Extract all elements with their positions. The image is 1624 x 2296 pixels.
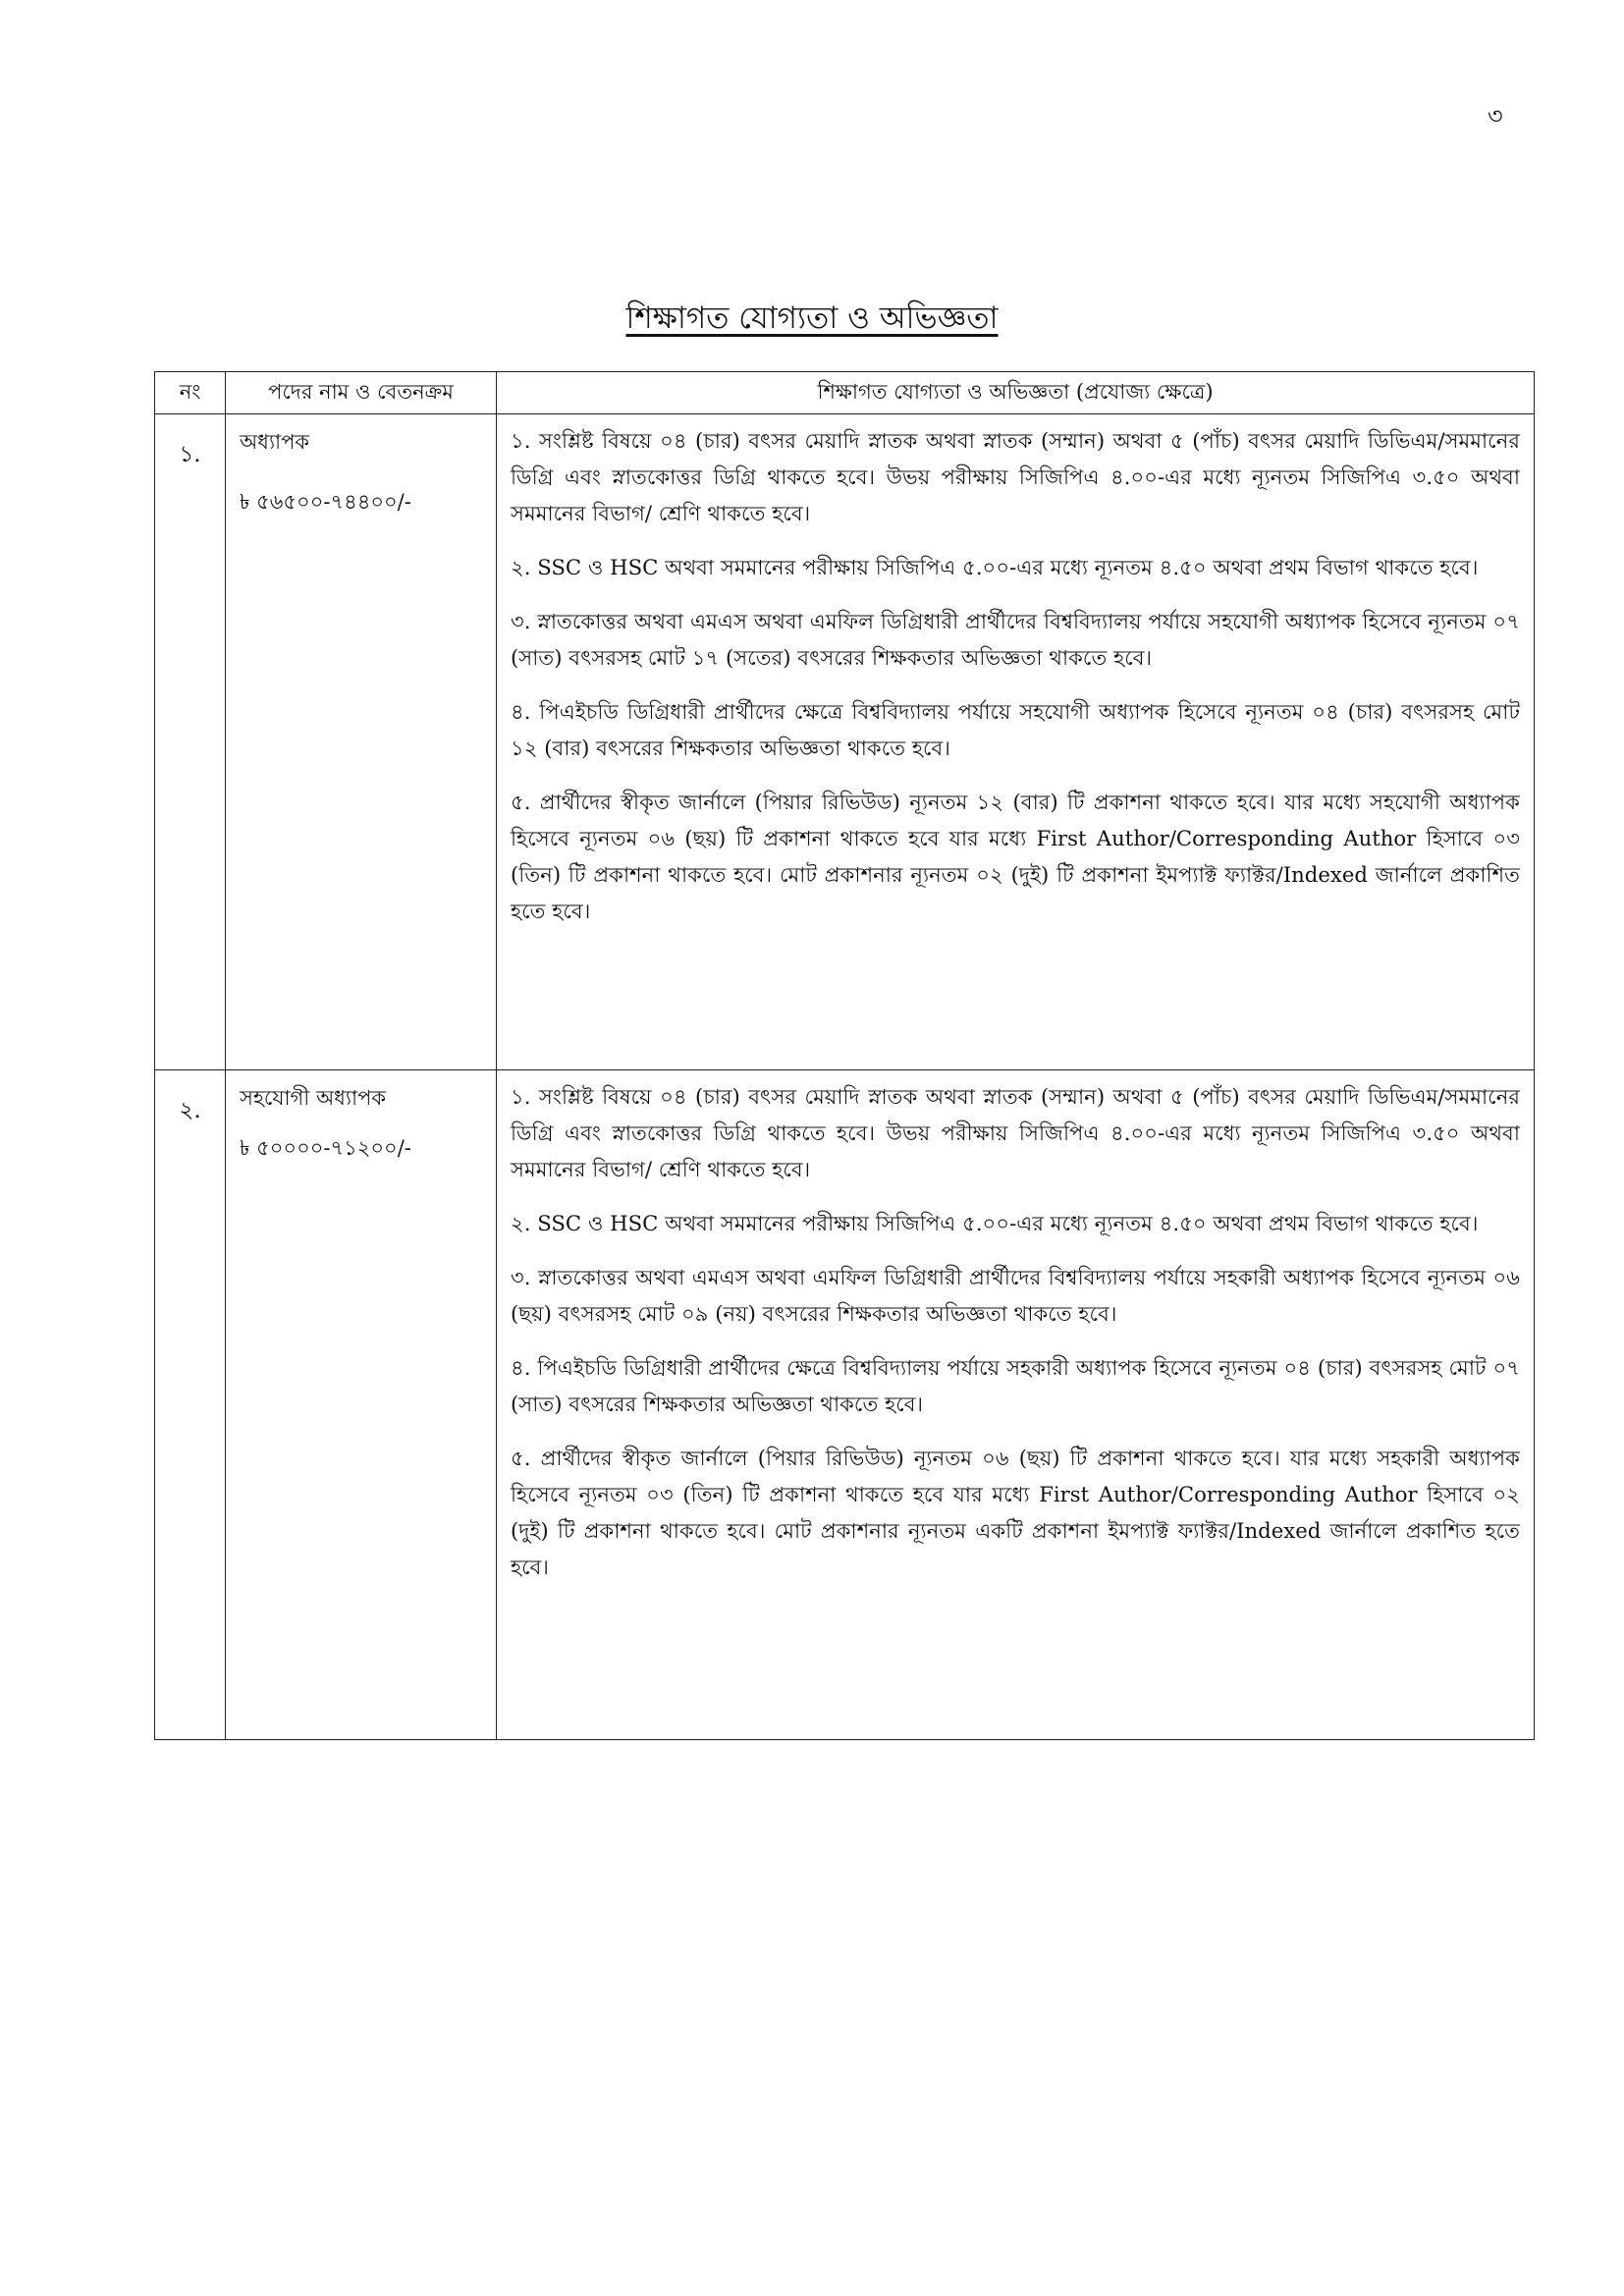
requirement-item: ২. SSC ও HSC অথবা সমমানের পরীক্ষায় সিজিপিএ ৫.০০-এর মধ্যে ন্যূনতম ৪.৫০ অথবা প্রথম বিভাগ থাকতে হবে। bbox=[511, 1211, 1479, 1235]
page-number: ৩ bbox=[1488, 102, 1503, 130]
pay-scale: ৳ ৫৬৫০০-৭৪৪০০/- bbox=[240, 490, 411, 514]
requirement-item: ৩. স্নাতকোত্তর অথবা এমএস অথবা এমফিল ডিগ্রিধারী প্রার্থীদের বিশ্ববিদ্যালয় পর্যায়ে সহযোগী অধ্যাপক হিসেবে ন্যূনতম ০৭ (সাত) বৎসরসহ মোট ১৭ (সতের) বৎসরের শিক্ষকতার অভিজ্ঞতা থাকতে হবে। bbox=[511, 609, 1520, 670]
requirement-item: ৪. পিএইচডি ডিগ্রিধারী প্রার্থীদের ক্ষেত্রে বিশ্ববিদ্যালয় পর্যায়ে সহকারী অধ্যাপক হিসেবে ন্যূনতম ০৪ (চার) বৎসরসহ মোট ০৭ (সাত) বৎসরের শিক্ষকতার অভিজ্ঞতা থাকতে হবে। bbox=[511, 1355, 1520, 1416]
page-title: শিক্ষাগত যোগ্যতা ও অভিজ্ঞতা bbox=[625, 301, 999, 336]
table-row bbox=[155, 1070, 1535, 1740]
requirement-item: ১. সংশ্লিষ্ট বিষয়ে ০৪ (চার) বৎসর মেয়াদি স্নাতক অথবা স্নাতক (সম্মান) অথবা ৫ (পাঁচ) বৎসর মেয়াদি ডিভিএম/সমমানের ডিগ্রি এবং স্নাতকোত্তর ডিগ্রি থাকতে হবে। উভয় পরীক্ষায় সিজিপিএ ৪.০০-এর মধ্যে ন্যূনতম সিজিপিএ ৩.৫০ অথবা সমমানের বিভাগ/ শ্রেণি থাকতে হবে। bbox=[511, 1084, 1520, 1181]
requirements-cell bbox=[497, 1070, 1535, 1740]
row-serial: ২. bbox=[155, 1070, 226, 1740]
pay-scale: ৳ ৫০০০০-৭১২০০/- bbox=[240, 1136, 411, 1160]
qualification-table bbox=[154, 371, 1535, 1740]
requirement-item: ৫. প্রার্থীদের স্বীকৃত জার্নালে (পিয়ার রিভিউড) ন্যূনতম ১২ (বার) টি প্রকাশনা থাকতে হবে। যার মধ্যে সহযোগী অধ্যাপক হিসেবে ন্যূনতম ০৬ (ছয়) টি প্রকাশনা থাকতে হবে যার মধ্যে First Author/Corresponding Author হিসাবে ০৩ (তিন) টি প্রকাশনা থাকতে হবে। মোট প্রকাশনার ন্যূনতম ০২ (দুই) টি প্রকাশনা ইমপ্যাক্ট ফ্যাক্টর/Indexed জার্নালে প্রকাশিত হতে হবে। bbox=[511, 790, 1520, 923]
requirement-item: ৫. প্রার্থীদের স্বীকৃত জার্নালে (পিয়ার রিভিউড) ন্যূনতম ০৬ (ছয়) টি প্রকাশনা থাকতে হবে। যার মধ্যে সহকারী অধ্যাপক হিসেবে ন্যূনতম ০৩ (তিন) টি প্রকাশনা থাকতে হবে যার মধ্যে First Author/Corresponding Author হিসাবে ০২ (দুই) টি প্রকাশনা থাকতে হবে। মোট প্রকাশনার ন্যূনতম একটি প্রকাশনা ইমপ্যাক্ট ফ্যাক্টর/Indexed জার্নালে প্রকাশিত হতে হবে। bbox=[511, 1446, 1520, 1579]
requirements-cell bbox=[497, 414, 1535, 1070]
post-name: অধ্যাপক bbox=[240, 430, 310, 454]
post-cell bbox=[226, 414, 497, 1070]
table-row bbox=[155, 414, 1535, 1070]
header-post: পদের নাম ও বেতনক্রম bbox=[226, 372, 497, 414]
requirement-item: ৪. পিএইচডি ডিগ্রিধারী প্রার্থীদের ক্ষেত্রে বিশ্ববিদ্যালয় পর্যায়ে সহযোগী অধ্যাপক হিসেবে ন্যূনতম ০৪ (চার) বৎসরসহ মোট ১২ (বার) বৎসরের শিক্ষকতার অভিজ্ঞতা থাকতে হবে। bbox=[511, 699, 1520, 760]
post-name: সহযোগী অধ্যাপক bbox=[240, 1086, 387, 1110]
requirement-item: ১. সংশ্লিষ্ট বিষয়ে ০৪ (চার) বৎসর মেয়াদি স্নাতক অথবা স্নাতক (সম্মান) অথবা ৫ (পাঁচ) বৎসর মেয়াদি ডিভিএম/সমমানের ডিগ্রি এবং স্নাতকোত্তর ডিগ্রি থাকতে হবে। উভয় পরীক্ষায় সিজিপিএ ৪.০০-এর মধ্যে ন্যূনতম সিজিপিএ ৩.৫০ অথবা সমমানের বিভাগ/ শ্রেণি থাকতে হবে। bbox=[511, 428, 1520, 525]
header-requirements: শিক্ষাগত যোগ্যতা ও অভিজ্ঞতা (প্রযোজ্য ক্ষেত্রে) bbox=[497, 372, 1535, 414]
requirement-item: ৩. স্নাতকোত্তর অথবা এমএস অথবা এমফিল ডিগ্রিধারী প্রার্থীদের বিশ্ববিদ্যালয় পর্যায়ে সহকারী অধ্যাপক হিসেবে ন্যূনতম ০৬ (ছয়) বৎসরসহ মোট ০৯ (নয়) বৎসরের শিক্ষকতার অভিজ্ঞতা থাকতে হবে। bbox=[511, 1265, 1520, 1326]
row-serial: ১. bbox=[155, 414, 226, 1070]
requirement-item: ২. SSC ও HSC অথবা সমমানের পরীক্ষায় সিজিপিএ ৫.০০-এর মধ্যে ন্যূনতম ৪.৫০ অথবা প্রথম বিভাগ থাকতে হবে। bbox=[511, 555, 1479, 579]
post-cell bbox=[226, 1070, 497, 1740]
table-header-row bbox=[155, 372, 1535, 414]
header-serial: নং bbox=[155, 372, 226, 414]
